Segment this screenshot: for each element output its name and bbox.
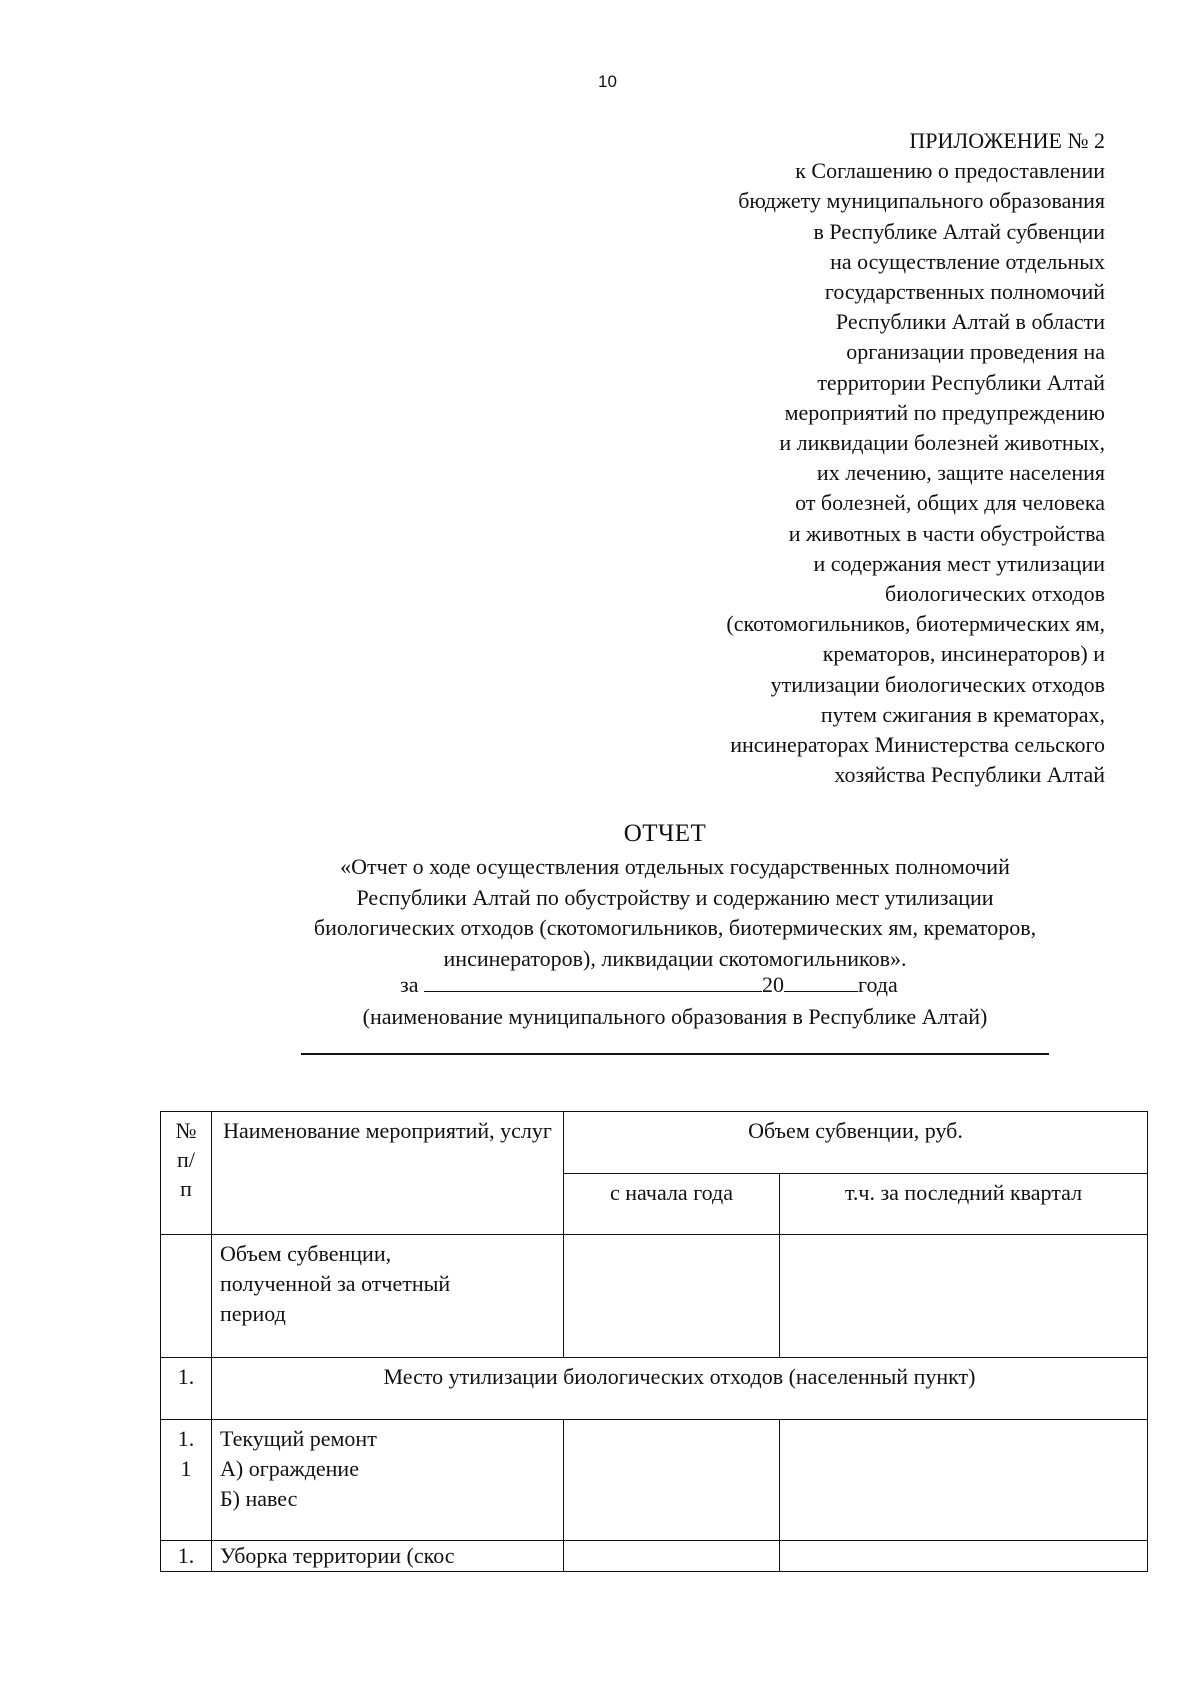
row-last-quarter	[780, 1541, 1148, 1572]
appendix-line: Республики Алтай в области	[835, 309, 1105, 335]
period-za-label: за	[400, 972, 419, 997]
municipality-caption: (наименование муниципального образования в Республике Алтай)	[362, 1004, 988, 1029]
year-blank	[784, 973, 858, 992]
header-name: Наименование мероприятий, услуг	[212, 1112, 564, 1235]
appendix-line: их лечению, защите населения	[816, 460, 1105, 486]
row-name: Объем субвенции, полученной за отчетный период	[212, 1235, 564, 1358]
appendix-line: на осуществление отдельных	[830, 248, 1105, 274]
table-row	[161, 1235, 1148, 1358]
row-num: 1.	[161, 1358, 212, 1420]
row-from-start	[564, 1235, 780, 1358]
row-from-start	[564, 1420, 780, 1541]
row-num: 1. 1	[161, 1420, 212, 1541]
table-section-row	[161, 1358, 1148, 1420]
report-description-line: инсинераторов), ликвидации скотомогильников».	[443, 945, 907, 971]
appendix-title: ПРИЛОЖЕНИЕ № 2	[909, 128, 1105, 153]
table-row	[161, 1541, 1148, 1572]
appendix-line: (скотомогильников, биотермических ям,	[726, 611, 1105, 637]
period-year-prefix: 20	[761, 972, 784, 997]
appendix-line: и содержания мест утилизации	[813, 550, 1105, 576]
report-description	[180, 852, 1170, 974]
appendix-line: путем сжигания в крематорах,	[820, 701, 1105, 727]
period-blank	[424, 973, 762, 992]
report-description-line: Республики Алтай по обустройству и содержанию мест утилизации	[356, 884, 994, 910]
appendix-line: от болезней, общих для человека	[795, 490, 1105, 516]
row-name: Текущий ремонт А) ограждение Б) навес	[212, 1420, 564, 1541]
row-last-quarter	[780, 1235, 1148, 1358]
municipality-underline	[301, 1053, 1049, 1055]
header-volume: Объем субвенции, руб.	[564, 1112, 1148, 1174]
report-title: ОТЧЕТ	[623, 820, 707, 847]
row-num: 1.	[161, 1541, 212, 1572]
report-description-line: биологических отходов (скотомогильников, биотермических ям, крематоров,	[313, 915, 1037, 940]
appendix-line: мероприятий по предупреждению	[784, 399, 1105, 425]
appendix-line: инсинераторах Министерства сельского	[730, 732, 1105, 758]
appendix-line: крематоров, инсинераторов) и	[822, 641, 1105, 667]
appendix-line: в Республике Алтай субвенции	[813, 218, 1105, 244]
table-row	[161, 1420, 1148, 1541]
appendix-line: организации проведения на	[846, 339, 1105, 365]
header-last-quarter: т.ч. за последний квартал	[780, 1174, 1148, 1235]
header-num: № п/ п	[161, 1112, 212, 1235]
section-title: Место утилизации биологических отходов (населенный пункт)	[212, 1358, 1148, 1420]
report-description-line: «Отчет о ходе осуществления отдельных государственных полномочий	[340, 854, 1010, 879]
appendix-line: и животных в части обустройства	[788, 520, 1105, 546]
appendix-line: бюджету муниципального образования	[738, 188, 1105, 214]
row-name: Уборка территории (скос	[212, 1541, 564, 1572]
header-from-start: с начала года	[564, 1174, 780, 1235]
row-num	[161, 1235, 212, 1358]
appendix-line: территории Республики Алтай	[817, 369, 1105, 395]
page-number: 10	[598, 72, 617, 91]
row-from-start	[564, 1541, 780, 1572]
appendix-line: государственных полномочий	[824, 279, 1105, 305]
table-header-row	[161, 1112, 1148, 1174]
period-line	[400, 972, 898, 998]
report-table	[160, 1111, 1148, 1572]
period-year-suffix: года	[857, 972, 898, 997]
appendix-line: и ликвидации болезней животных,	[779, 430, 1105, 456]
appendix-line: хозяйства Республики Алтай	[834, 762, 1105, 788]
appendix-line: к Соглашению о предоставлении	[795, 158, 1105, 184]
appendix-line: утилизации биологических отходов	[770, 671, 1105, 697]
row-last-quarter	[780, 1420, 1148, 1541]
appendix-block	[585, 126, 1105, 790]
appendix-line: биологических отходов	[885, 581, 1105, 607]
